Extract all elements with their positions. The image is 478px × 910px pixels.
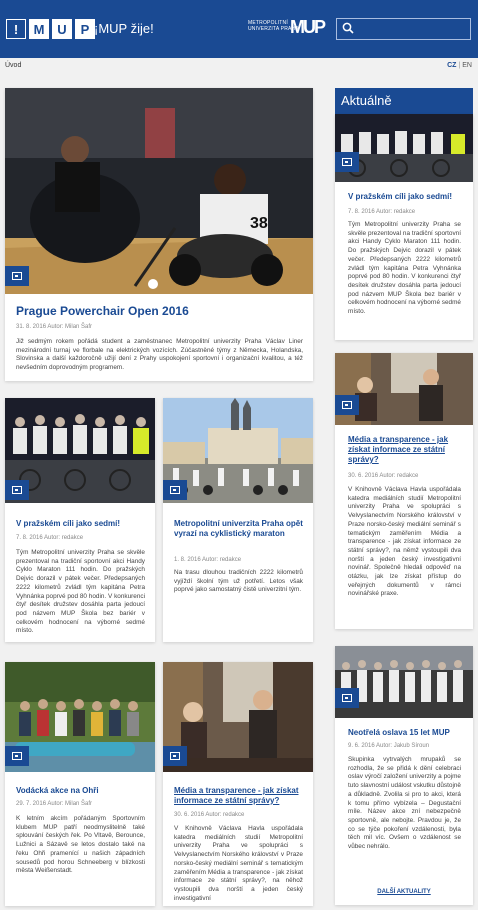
brand-line-1: METROPOLITNÍ	[248, 20, 288, 26]
article-card[interactable]	[5, 662, 155, 906]
gallery-badge[interactable]	[335, 152, 359, 172]
gallery-icon	[342, 158, 352, 166]
featured-image[interactable]	[5, 88, 313, 294]
sidebar-news-title[interactable]: Média a transparence - jak získat informace ze státní správy?	[348, 435, 449, 464]
gallery-badge[interactable]	[163, 746, 187, 766]
article-excerpt: Na trasu dlouhou tradičních 2222 kilometrů vyjíždí školní tým už potřetí. Letos však poprvé jako samostatný čistě univerzitní tým.	[174, 569, 303, 594]
gallery-icon	[12, 272, 22, 280]
site-header	[0, 0, 478, 58]
article-excerpt: K letním akcím pořádaným Sportovním klubem MUP patří neodmyslitelně také splouvání českých řek. Po Vltavě, Berounce, Lužnici a Sázavě se letos dostalo také na řeku Ohři pramenící u našich západních sousedů pod horou Schneeberg v blízkosti města Weißenstadt.	[16, 815, 145, 875]
article-excerpt: V Knihovně Václava Havla uspořádala katedra mediálních studií Metropolitní univerzity Praha ve spolupráci s Velvyslanectvím Norského království v Praze norsko-český mediální seminář s tematickým zaměřením Média a transparence - jak získat informace ze státní správy?, na něhož vystoupili dva norští a jeden český investigativní	[174, 825, 303, 902]
site-slogan[interactable]: ¡MUP žije!	[94, 21, 154, 36]
breadcrumb-bar	[0, 58, 478, 78]
article-title[interactable]: V pražském cíli jako sedmí!	[16, 519, 121, 528]
university-logo[interactable]	[248, 17, 324, 37]
article-excerpt: Tým Metropolitní univerzity Praha se skvěle prezentoval na tradiční sportovní akci Handy Cyklo Maraton 111 hodin. Do pražských Dejvic dorazil v pátek večer. Předepsaných 2222 kilometrů zvládl tým kapitána Petra Vyhnánka poprvé pod 80 hodin. V konkurenci čtyř desítek družstev dosáhla parta jedoucí pod názvem MUP Škola bez bariér v celkovém hodnocení na výborné sedmé místo.	[16, 549, 145, 635]
sidebar-news-meta: 9. 6. 2016 Autor: Jakub Síroun	[348, 743, 430, 749]
logo-letter: !	[6, 19, 26, 39]
search-input[interactable]	[336, 18, 471, 40]
gallery-badge[interactable]	[5, 266, 29, 286]
more-news-link[interactable]: DALŠÍ AKTUALITY	[377, 889, 431, 895]
article-meta: 1. 8. 2016 Autor: redakce	[174, 557, 242, 563]
sidebar-news-title[interactable]: V pražském cíli jako sedmí!	[348, 192, 453, 201]
lang-separator: |	[458, 62, 461, 69]
sidebar-news-meta: 7. 8. 2016 Autor: redakce	[348, 209, 416, 215]
article-card[interactable]	[163, 662, 313, 906]
gallery-icon	[342, 694, 352, 702]
gallery-icon	[170, 752, 180, 760]
gallery-badge[interactable]	[5, 480, 29, 500]
gallery-badge[interactable]	[335, 688, 359, 708]
gallery-badge[interactable]	[335, 395, 359, 415]
article-title[interactable]: Média a transparence - jak získat informace ze státní správy?	[174, 786, 299, 805]
article-title[interactable]: Metropolitní univerzita Praha opět vyrazí na cyklistický maraton	[174, 519, 303, 538]
sidebar-news-item[interactable]	[335, 353, 473, 629]
article-card[interactable]	[5, 398, 155, 642]
lang-en-link[interactable]: EN	[462, 62, 472, 69]
logo-letter: M	[29, 19, 49, 39]
sidebar-heading-label: Aktuálně	[341, 93, 392, 108]
article-card[interactable]	[163, 398, 313, 642]
sidebar-heading	[335, 88, 473, 114]
sidebar-news-excerpt: V Knihovně Václava Havla uspořádala katedra mediálních studií Metropolitní univerzity Praha ve spolupráci s Velvyslanectvím Norského království v Praze norsko-český mediální seminář s tematickým zaměřením Média a transparence - jak získat informace ze státní správy?, na němž vystoupili dva norští a jeden český investigativní novinář. Společně hledali odpověď na otázku, jak lze získat přístup do veřejných dokumentů v rámci novinářské praxe.	[348, 486, 461, 598]
article-title[interactable]: Vodácká akce na Ohři	[16, 786, 99, 795]
article-excerpt: Již sedmým rokem pořádá student a zaměstnanec Metropolitní univerzity Praha Václav Liner mezinárodní turnaj ve florbale na elektrických vozících. Zúčastněné týmy z Německa, Holandska, Slovinska a další každoročně užijí dení z Prahy uspokojení sportovní i organizační kvalitou, a též nevšedním doprovodným programem.	[16, 338, 303, 372]
sidebar-news-meta: 30. 6. 2016 Autor: redakce	[348, 473, 419, 479]
gallery-icon	[170, 486, 180, 494]
breadcrumb[interactable]: Úvod	[5, 62, 22, 69]
logo-letter: P	[75, 19, 95, 39]
sidebar-news-excerpt: Skupinka vytrvalých mrupaků se rozhodla, že se přidá k dění celebraci oslav výročí založení univerzity a pojme tuto slavnostní událost vskutku důstojně a důkladně. Zvolila si pro to akci, která k tomu přímo vybízela – Degustační míle. Název akce zní nebezpečně sportovně, ale nebojte. Pravdou je, že co se týče pokoření vzdálenosti, byla těch mil víc. Ovšem o vzdálenost se vůbec nehrálo.	[348, 756, 461, 851]
brand-mark: MUP	[290, 17, 324, 37]
brand-line-2: UNIVERZITA PRAHA	[248, 26, 299, 32]
search-icon[interactable]	[342, 22, 354, 34]
sidebar-news-title[interactable]: Neotřelá oslava 15 let MUP	[348, 728, 450, 737]
gallery-icon	[342, 401, 352, 409]
gallery-icon	[12, 486, 22, 494]
featured-article[interactable]	[5, 88, 313, 381]
gallery-badge[interactable]	[163, 480, 187, 500]
article-meta: 29. 7. 2016 Autor: Milan Šafr	[16, 801, 93, 807]
article-meta: 7. 8. 2016 Autor: redakce	[16, 535, 84, 541]
article-title[interactable]: Prague Powerchair Open 2016	[16, 304, 189, 318]
article-meta: 30. 6. 2016 Autor: redakce	[174, 812, 245, 818]
gallery-badge[interactable]	[5, 746, 29, 766]
language-switch	[447, 62, 472, 69]
gallery-icon	[12, 752, 22, 760]
lang-cz-link[interactable]: CZ	[447, 62, 457, 69]
article-meta: 31. 8. 2016 Autor: Milan Šafr	[16, 324, 93, 330]
logo-letter: U	[52, 19, 72, 39]
sidebar-news-item[interactable]	[335, 646, 473, 905]
sidebar-news-item[interactable]	[335, 114, 473, 340]
sidebar-news-excerpt: Tým Metropolitní univerzity Praha se skvěle prezentoval na tradiční sportovní akci Handy Cyklo Maraton 111 hodin. Do pražských Dejvic dorazil v pátek večer. Předepsaných 2222 kilometrů zvládl tým kapitána Petra Vyhnánka poprvé pod 80 hodin. V konkurenci čtyř desítek družstev dosáhla parta jedoucí pod názvem MUP Škola bez bariér v celkovém hodnocení na výborné sedmé místo.	[348, 221, 461, 316]
site-logo[interactable]	[6, 19, 95, 39]
svg-text:38: 38	[250, 215, 268, 232]
